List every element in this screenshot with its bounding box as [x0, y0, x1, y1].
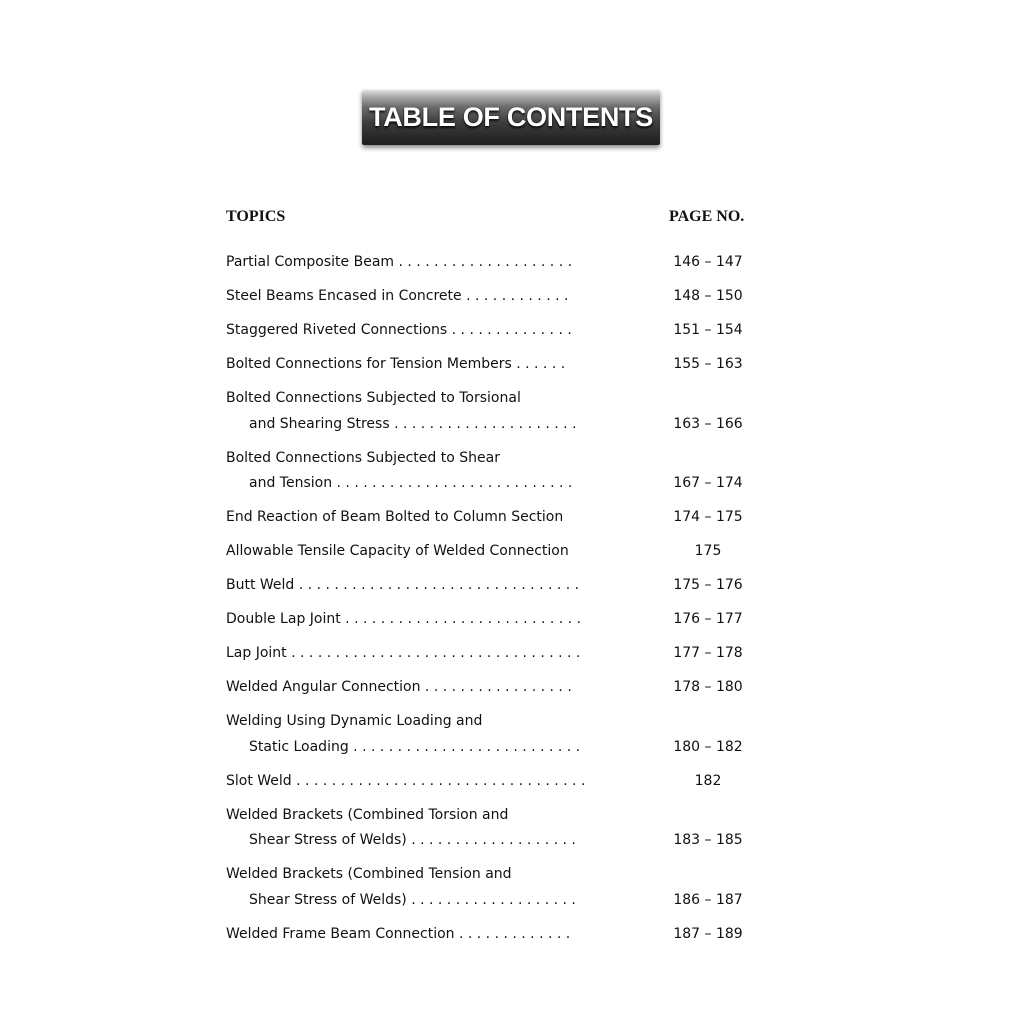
- toc-topic: Static Loading . . . . . . . . . . . . . . . . . . . . . . . . . .: [249, 738, 581, 755]
- toc-page-number: 174 – 175: [673, 509, 743, 525]
- toc-topic: End Reaction of Beam Bolted to Column Section: [226, 509, 564, 525]
- toc-topic: Shear Stress of Welds) . . . . . . . . . . . . . . . . . . .: [249, 891, 576, 908]
- toc-page-number: 178 – 180: [673, 679, 743, 695]
- toc-topic: Welded Angular Connection . . . . . . . . . . . . . . . . .: [226, 679, 572, 695]
- toc-page-number: 151 – 154: [673, 322, 743, 338]
- toc-page-number: 176 – 177: [673, 611, 743, 627]
- toc-page-number: 155 – 163: [673, 356, 743, 372]
- topics-header: TOPICS: [226, 208, 286, 225]
- toc-topic: Welded Brackets (Combined Torsion and: [226, 806, 509, 823]
- toc-page-number: 187 – 189: [673, 925, 743, 942]
- toc-line: [0, 863, 1024, 885]
- toc-page-number: 146 – 147: [673, 254, 743, 270]
- toc-topic: Butt Weld . . . . . . . . . . . . . . . . . . . . . . . . . . . . . . . .: [226, 577, 580, 593]
- toc-page-number: 148 – 150: [673, 288, 743, 304]
- toc-page-number: 183 – 185: [673, 832, 743, 848]
- toc-topic: Staggered Riveted Connections . . . . . . . . . . . . . .: [226, 322, 572, 338]
- toc-page-number: 167 – 174: [673, 475, 743, 491]
- toc-page-number: 175: [694, 543, 722, 559]
- toc-line: [0, 285, 1024, 307]
- toc-line: [0, 574, 1024, 596]
- toc-topic: Bolted Connections Subjected to Shear: [226, 449, 500, 466]
- toc-line: [0, 736, 1024, 758]
- toc-page-number: 177 – 178: [673, 645, 743, 661]
- toc-line: [0, 710, 1024, 732]
- toc-page-number: 163 – 166: [673, 415, 743, 432]
- toc-line: [0, 506, 1024, 528]
- toc-line: [0, 447, 1024, 469]
- toc-topic: Welding Using Dynamic Loading and: [226, 713, 483, 729]
- toc-topic: Welded Frame Beam Connection . . . . . . . . . . . . .: [226, 925, 571, 942]
- toc-line: [0, 889, 1024, 911]
- toc-topic: and Shearing Stress . . . . . . . . . . . . . . . . . . . . .: [249, 415, 577, 432]
- toc-line: [0, 353, 1024, 375]
- toc-line: [0, 770, 1024, 792]
- toc-line: [0, 319, 1024, 341]
- toc-line: [0, 540, 1024, 562]
- toc-line: [0, 251, 1024, 273]
- toc-line: [0, 804, 1024, 826]
- title-banner: [362, 89, 660, 145]
- toc-line: [0, 676, 1024, 698]
- page-title: TABLE OF CONTENTS: [369, 101, 653, 132]
- toc-topic: Welded Brackets (Combined Tension and: [226, 866, 512, 882]
- toc-page-number: 180 – 182: [673, 738, 743, 755]
- toc-line: [0, 608, 1024, 630]
- toc-topic: Double Lap Joint . . . . . . . . . . . . . . . . . . . . . . . . . . .: [226, 611, 582, 627]
- toc-line: [0, 642, 1024, 664]
- toc-topic: Shear Stress of Welds) . . . . . . . . . . . . . . . . . . .: [249, 832, 576, 848]
- toc-page-number: 186 – 187: [673, 891, 743, 908]
- toc-topic: Slot Weld . . . . . . . . . . . . . . . . . . . . . . . . . . . . . . . . .: [226, 772, 586, 789]
- toc-topic: Bolted Connections Subjected to Torsional: [226, 390, 521, 406]
- toc-page-number: 175 – 176: [673, 577, 743, 593]
- toc-line: [0, 413, 1024, 435]
- toc-topic: and Tension . . . . . . . . . . . . . . . . . . . . . . . . . . .: [249, 475, 573, 491]
- toc-topic: Allowable Tensile Capacity of Welded Connection: [226, 543, 569, 559]
- toc-topic: Partial Composite Beam . . . . . . . . . . . . . . . . . . . .: [226, 254, 573, 270]
- toc-line: [0, 923, 1024, 945]
- toc-line: [0, 829, 1024, 851]
- toc-topic: Steel Beams Encased in Concrete . . . . . . . . . . . .: [226, 288, 569, 304]
- toc-topic: Bolted Connections for Tension Members . . . . . .: [226, 356, 566, 372]
- page-number-header: PAGE NO.: [669, 208, 745, 225]
- toc-topic: Lap Joint . . . . . . . . . . . . . . . . . . . . . . . . . . . . . . . . .: [226, 645, 581, 661]
- toc-page-number: 182: [694, 772, 722, 789]
- toc-line: [0, 387, 1024, 409]
- toc-line: [0, 472, 1024, 494]
